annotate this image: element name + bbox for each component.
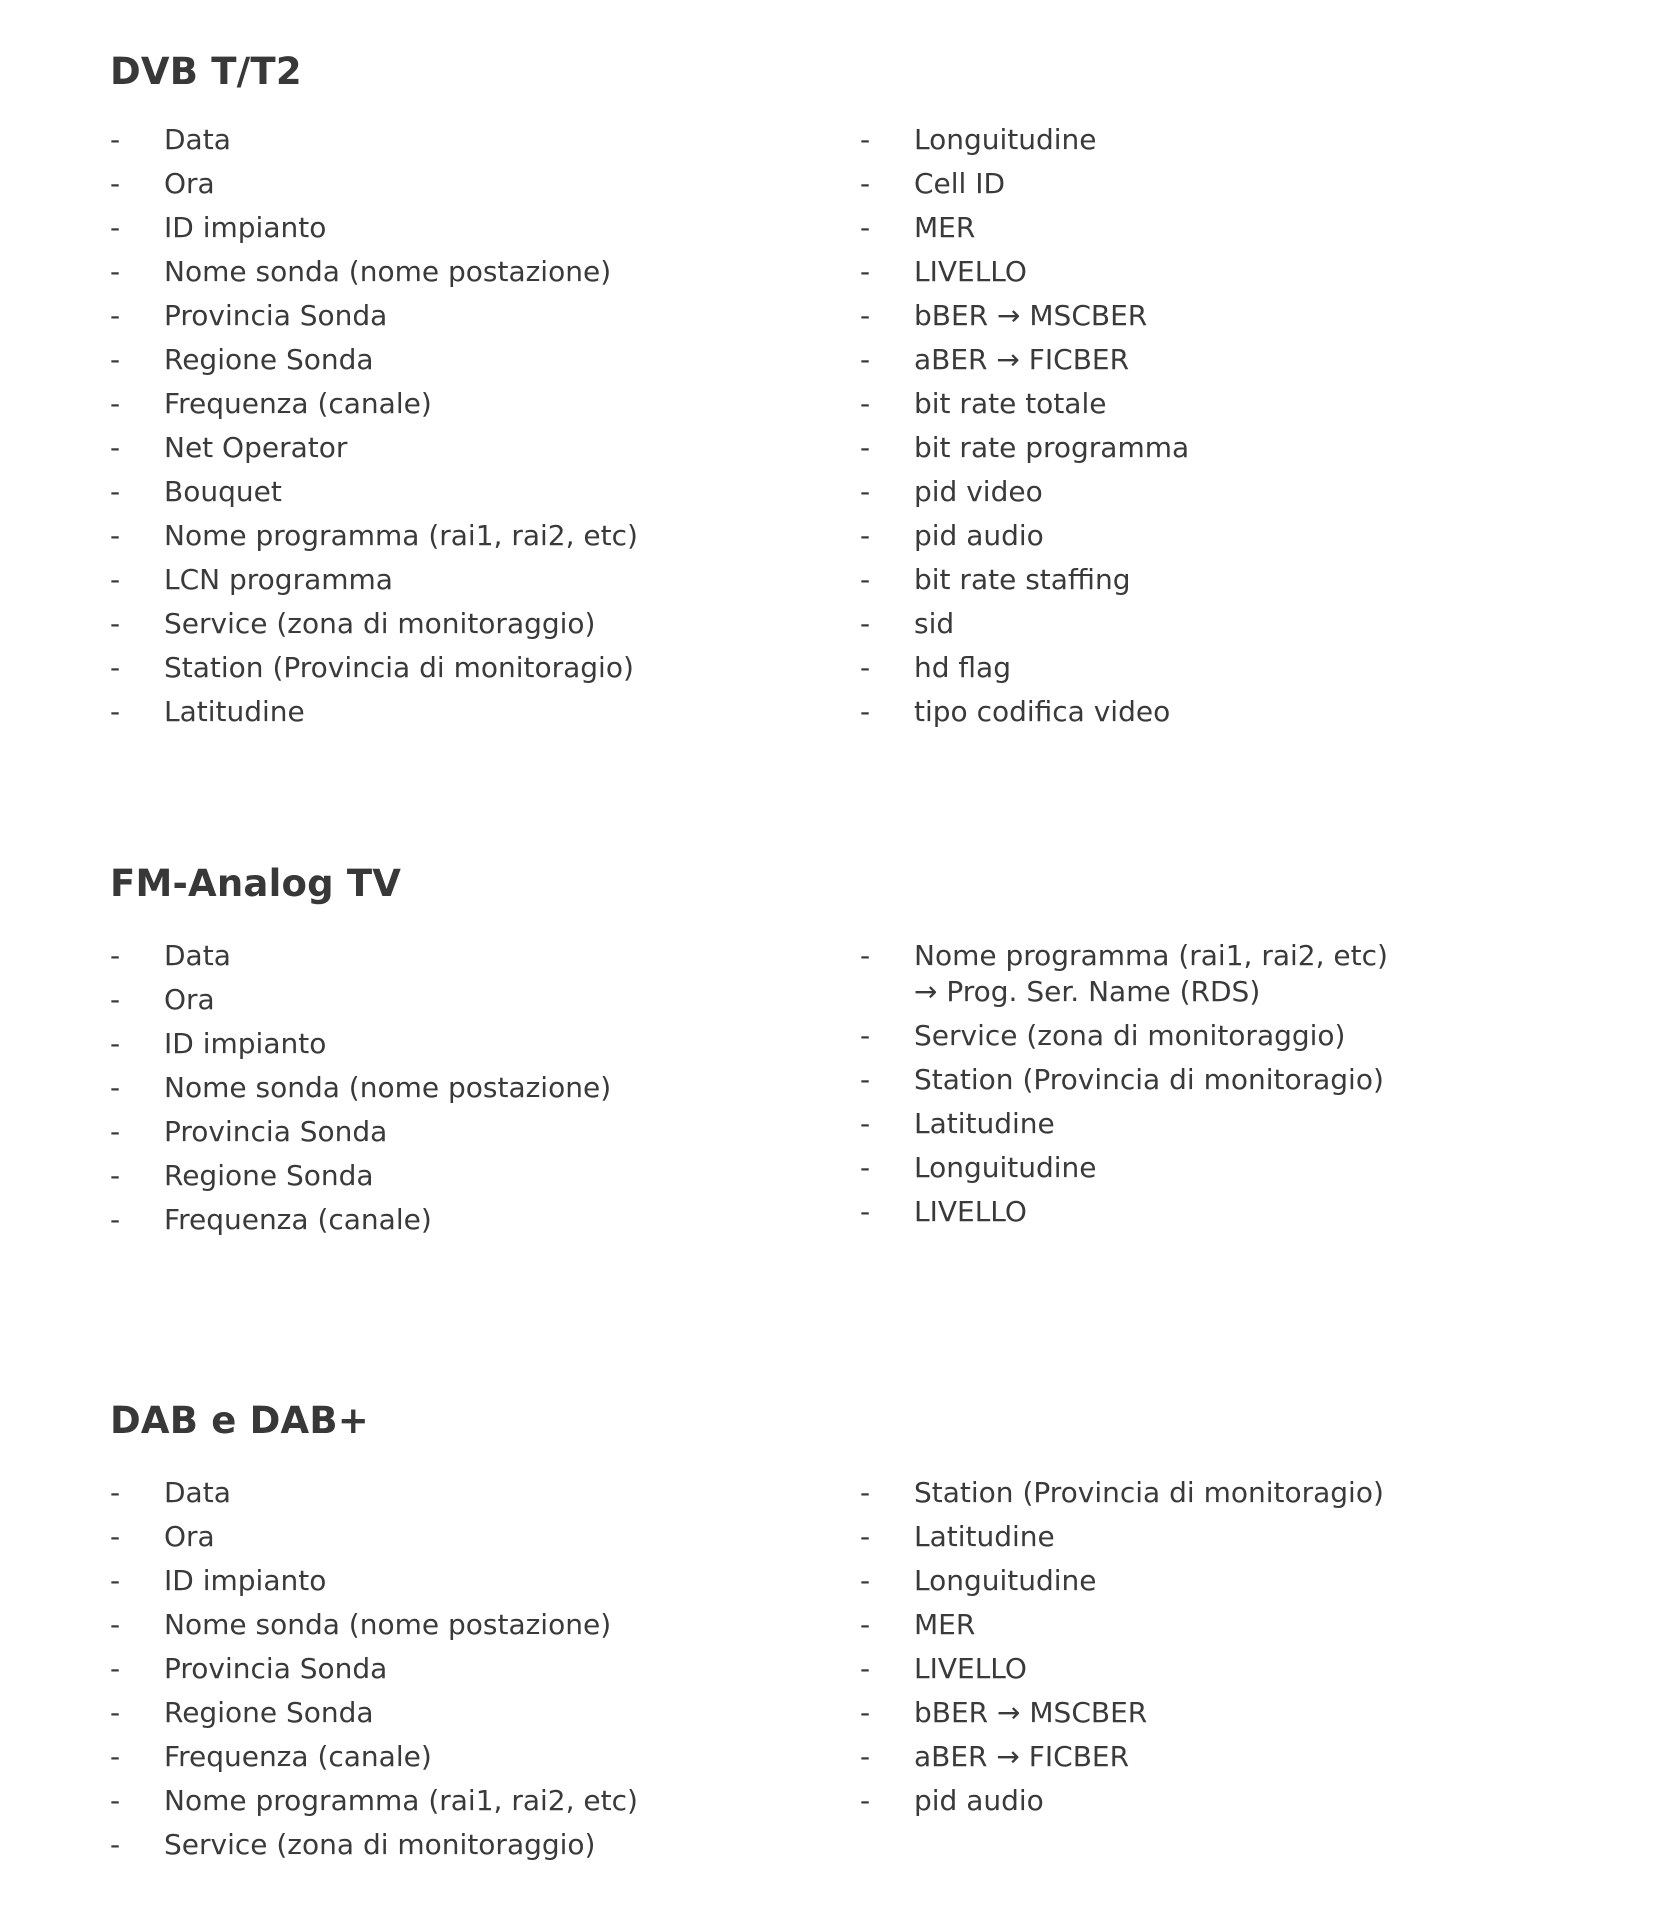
list-item: - Station (Provincia di monitoragio) [110, 646, 810, 690]
list-item: - Service (zona di monitoraggio) [860, 1014, 1560, 1058]
list-item: - Nome programma (rai1, rai2, etc) → Prog. Ser. Name (RDS) [860, 939, 1388, 1008]
list-item: - Longuitudine [860, 1146, 1560, 1190]
list-item: - Service (zona di monitoraggio) [110, 602, 810, 646]
bullet-dash: - [110, 1740, 121, 1773]
list-item: - Frequenza (canale) [110, 1198, 810, 1242]
bullet-dash: - [110, 167, 121, 200]
bullet-dash: - [860, 695, 871, 728]
list-item: - Ora [110, 1515, 810, 1559]
bullet-dash: - [110, 983, 121, 1016]
bullet-dash: - [860, 1520, 871, 1553]
bullet-dash: - [860, 1608, 871, 1641]
list-item: - Latitudine [860, 1102, 1560, 1146]
bullet-dash: - [110, 387, 121, 420]
dab-right-list [860, 1471, 1560, 1823]
list-item: - sid [860, 602, 1560, 646]
bullet-dash: - [110, 695, 121, 728]
list-item: - MER [860, 206, 1560, 250]
list-item: - Provincia Sonda [110, 1647, 810, 1691]
list-item: - MER [860, 1603, 1560, 1647]
list-item: - pid video [860, 470, 1560, 514]
list-item: - Regione Sonda [110, 1691, 810, 1735]
list-item: - Longuitudine [860, 1559, 1560, 1603]
bullet-dash: - [860, 651, 871, 684]
list-item: - Station (Provincia di monitoragio) [860, 1058, 1560, 1102]
fm-right-list [860, 934, 1560, 1234]
list-item: - Nome sonda (nome postazione) [110, 1066, 810, 1110]
bullet-dash: - [110, 255, 121, 288]
list-item: - Data [110, 934, 810, 978]
list-item: - Net Operator [110, 426, 810, 470]
bullet-dash: - [860, 167, 871, 200]
list-item: - Frequenza (canale) [110, 1735, 810, 1779]
list-item: - bBER → MSCBER [860, 294, 1560, 338]
bullet-dash: - [860, 1476, 871, 1509]
bullet-dash: - [110, 211, 121, 244]
section-title-dvb: DVB T/T2 [110, 50, 302, 93]
bullet-dash: - [110, 1696, 121, 1729]
bullet-dash: - [110, 475, 121, 508]
bullet-dash: - [110, 343, 121, 376]
list-item: - Cell ID [860, 162, 1560, 206]
bullet-dash: - [860, 1564, 871, 1597]
list-item: - bit rate programma [860, 426, 1560, 470]
list-item: - bBER → MSCBER [860, 1691, 1560, 1735]
list-item: - Nome programma (rai1, rai2, etc) [110, 1779, 810, 1823]
bullet-dash: - [110, 1520, 121, 1553]
list-item: - Ora [110, 162, 810, 206]
list-item: - Regione Sonda [110, 338, 810, 382]
list-item: - Nome sonda (nome postazione) [110, 1603, 810, 1647]
list-item: - LCN programma [110, 558, 810, 602]
list-item: - Provincia Sonda [110, 1110, 810, 1154]
list-item: - Regione Sonda [110, 1154, 810, 1198]
bullet-dash: - [860, 431, 871, 464]
bullet-dash: - [860, 299, 871, 332]
bullet-dash: - [110, 1203, 121, 1236]
bullet-dash: - [860, 1019, 871, 1052]
list-item: - bit rate staffing [860, 558, 1560, 602]
bullet-dash: - [860, 1740, 871, 1773]
bullet-dash: - [110, 1071, 121, 1104]
list-item: - LIVELLO [860, 1647, 1560, 1691]
bullet-dash: - [860, 1107, 871, 1140]
bullet-dash: - [110, 1608, 121, 1641]
bullet-dash: - [860, 1696, 871, 1729]
list-item: - Bouquet [110, 470, 810, 514]
bullet-dash: - [110, 519, 121, 552]
bullet-dash: - [110, 563, 121, 596]
bullet-dash: - [860, 519, 871, 552]
list-item: - Data [110, 1471, 810, 1515]
bullet-dash: - [860, 123, 871, 156]
list-item: - aBER → FICBER [860, 338, 1560, 382]
dvb-left-list [110, 118, 810, 734]
list-item: - LIVELLO [860, 250, 1560, 294]
list-item: - bit rate totale [860, 382, 1560, 426]
bullet-dash: - [110, 299, 121, 332]
list-item: - ID impianto [110, 1022, 810, 1066]
bullet-dash: - [860, 387, 871, 420]
bullet-dash: - [110, 939, 121, 972]
dab-left-list [110, 1471, 810, 1867]
bullet-dash: - [110, 1828, 121, 1861]
dvb-right-list [860, 118, 1560, 734]
bullet-dash: - [860, 1151, 871, 1184]
bullet-dash: - [860, 1195, 871, 1228]
bullet-dash: - [860, 1063, 871, 1096]
list-item: - LIVELLO [860, 1190, 1560, 1234]
list-item: - Latitudine [860, 1515, 1560, 1559]
list-item: - Longuitudine [860, 118, 1560, 162]
bullet-dash: - [860, 939, 871, 972]
list-item: - Nome programma (rai1, rai2, etc) [110, 514, 810, 558]
bullet-dash: - [110, 1784, 121, 1817]
list-item: - hd flag [860, 646, 1560, 690]
bullet-dash: - [110, 1159, 121, 1192]
list-item: - aBER → FICBER [860, 1735, 1560, 1779]
list-item: - Provincia Sonda [110, 294, 810, 338]
list-item: - Nome sonda (nome postazione) [110, 250, 810, 294]
bullet-dash: - [110, 1564, 121, 1597]
list-item: - ID impianto [110, 1559, 810, 1603]
bullet-dash: - [110, 1027, 121, 1060]
list-item: - Service (zona di monitoraggio) [110, 1823, 810, 1867]
bullet-dash: - [110, 431, 121, 464]
list-item: - pid audio [860, 514, 1560, 558]
bullet-dash: - [110, 123, 121, 156]
list-item: - tipo codifica video [860, 690, 1560, 734]
bullet-dash: - [860, 211, 871, 244]
bullet-dash: - [110, 1115, 121, 1148]
list-item: - Latitudine [110, 690, 810, 734]
bullet-dash: - [860, 343, 871, 376]
fm-left-list [110, 934, 810, 1242]
list-item: - ID impianto [110, 206, 810, 250]
list-item: - Station (Provincia di monitoragio) [860, 1471, 1560, 1515]
bullet-dash: - [110, 1652, 121, 1685]
list-item: - Data [110, 118, 810, 162]
list-item: - Ora [110, 978, 810, 1022]
section-title-fm-analog: FM-Analog TV [110, 862, 402, 905]
bullet-dash: - [110, 607, 121, 640]
bullet-dash: - [110, 1476, 121, 1509]
bullet-dash: - [860, 607, 871, 640]
bullet-dash: - [860, 475, 871, 508]
section-title-dab: DAB e DAB+ [110, 1399, 369, 1442]
list-item: - pid audio [860, 1779, 1560, 1823]
bullet-dash: - [860, 1652, 871, 1685]
bullet-dash: - [860, 563, 871, 596]
bullet-dash: - [860, 255, 871, 288]
bullet-dash: - [110, 651, 121, 684]
list-item: - Frequenza (canale) [110, 382, 810, 426]
bullet-dash: - [860, 1784, 871, 1817]
